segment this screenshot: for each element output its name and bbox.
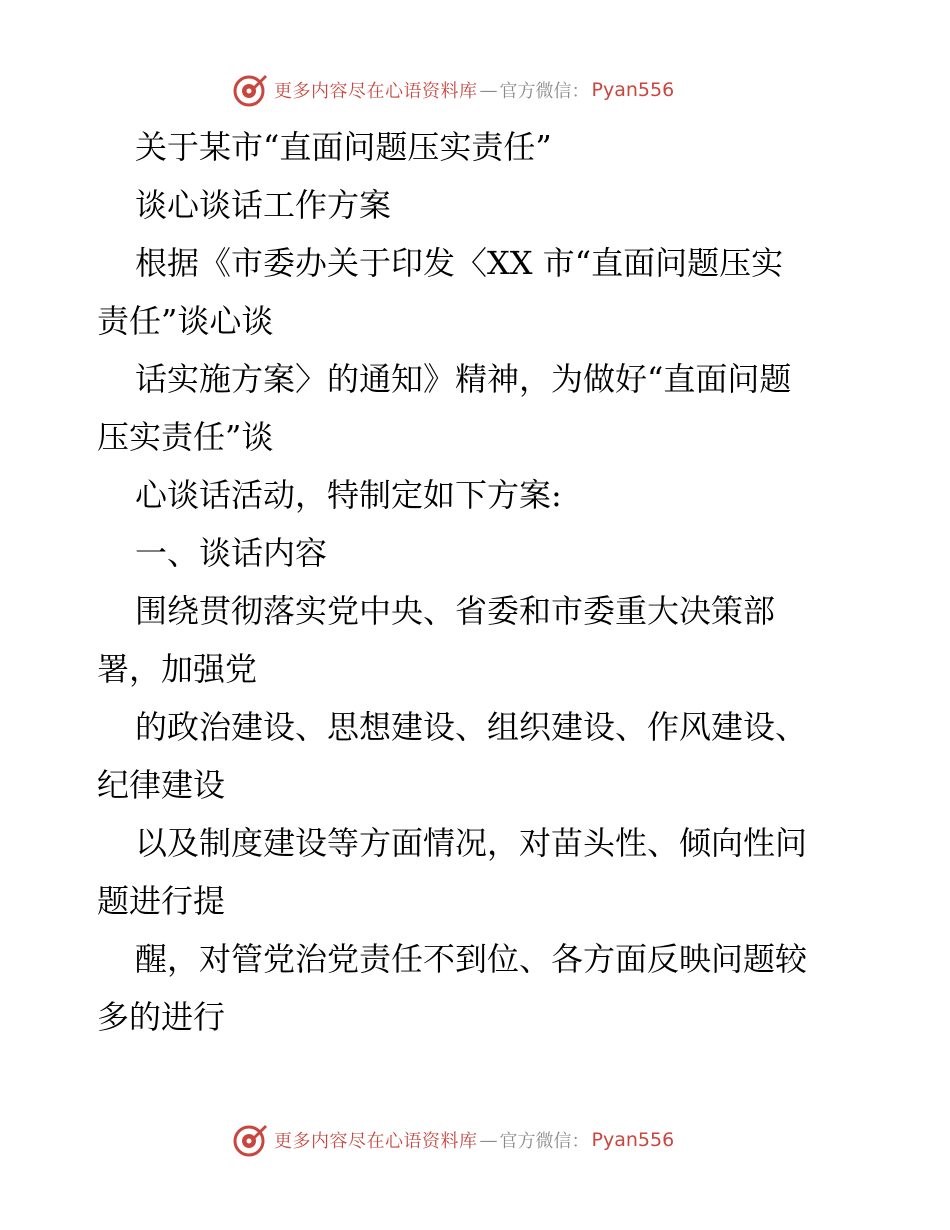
- watermark-text: 更多内容尽在心语资料库: [274, 1131, 478, 1152]
- watermark-separator: —: [479, 1129, 498, 1151]
- text-line: 题进行提: [97, 882, 226, 920]
- text-line: 谈心谈话工作方案: [135, 186, 392, 224]
- text-line: 心谈话活动，特制定如下方案:: [135, 476, 562, 514]
- watermark-text: 更多内容尽在心语资料库: [274, 81, 478, 102]
- text-line: 责任”谈心谈: [97, 302, 274, 340]
- text-line: 一、谈话内容: [135, 534, 328, 572]
- text-line: 署，加强党: [97, 650, 258, 688]
- footer-watermark: [232, 1120, 674, 1160]
- pen-logo-icon: [232, 72, 268, 108]
- watermark-wechat-id: Pyan556: [591, 1129, 675, 1151]
- document-body: [97, 118, 857, 1046]
- pen-logo-icon: [232, 1122, 268, 1158]
- text-line: 醒，对管党治党责任不到位、各方面反映问题较: [135, 940, 808, 978]
- header-watermark: [232, 70, 674, 110]
- watermark-label: 官方微信：: [499, 1131, 590, 1152]
- watermark-separator: —: [479, 79, 498, 101]
- text-line: 话实施方案〉的通知》精神，为做好“直面问题: [135, 360, 792, 398]
- text-line: 根据《市委办关于印发〈XX 市“直面问题压实: [135, 244, 784, 282]
- text-line: 围绕贯彻落实党中央、省委和市委重大决策部: [135, 592, 776, 630]
- text-line: 压实责任”谈: [97, 418, 274, 456]
- text-line: 纪律建设: [97, 766, 226, 804]
- watermark-label: 官方微信：: [499, 81, 590, 102]
- text-line: 以及制度建设等方面情况，对苗头性、倾向性问: [135, 824, 808, 862]
- watermark-wechat-id: Pyan556: [591, 79, 675, 101]
- text-line: 多的进行: [97, 998, 226, 1036]
- text-line: 的政治建设、思想建设、组织建设、作风建设、: [135, 708, 808, 746]
- text-line: 关于某市“直面问题压实责任”: [135, 128, 552, 166]
